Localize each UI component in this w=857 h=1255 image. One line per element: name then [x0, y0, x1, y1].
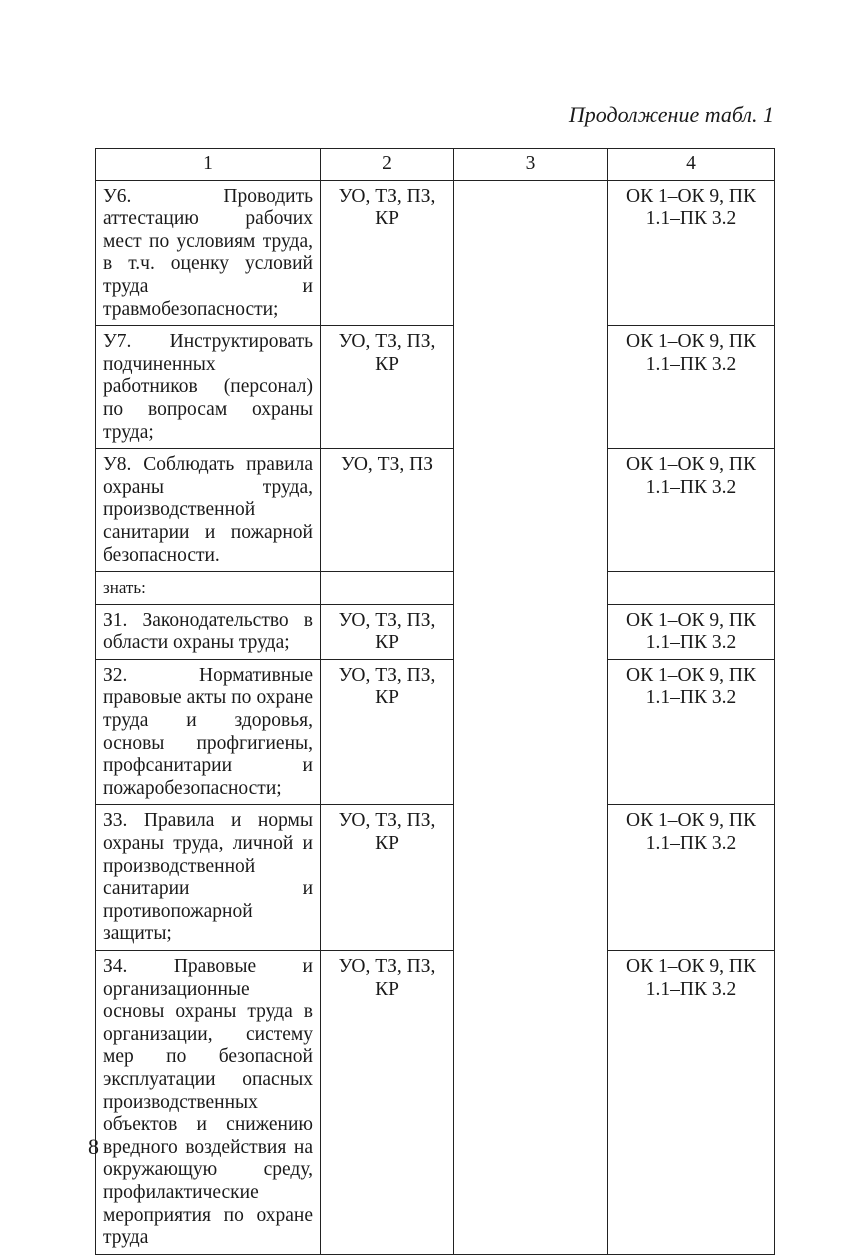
- control-forms: УО, ТЗ, ПЗ, КР: [321, 805, 454, 951]
- knowledge-description-z1: З1. Законодательство в области охраны труда;: [96, 604, 321, 659]
- table-row: [96, 659, 775, 805]
- table-row: [96, 805, 775, 951]
- table-row: [96, 604, 775, 659]
- column-header-3: 3: [454, 149, 608, 181]
- section-label-know: знать:: [96, 572, 321, 605]
- table-row: [96, 180, 775, 326]
- competencies: ОК 1–ОК 9, ПК 1.1–ПК 3.2: [608, 604, 775, 659]
- table-section-row: [96, 572, 775, 605]
- column-header-1: 1: [96, 149, 321, 181]
- skill-description-u7: У7. Инструктировать подчиненных работников (персонал) по вопросам охраны труда;: [96, 326, 321, 449]
- page-number: 8: [88, 1134, 99, 1159]
- table-row: [96, 449, 775, 572]
- table-caption: Продолжение табл. 1: [568, 102, 774, 127]
- competencies: ОК 1–ОК 9, ПК 1.1–ПК 3.2: [608, 805, 775, 951]
- competency-table: [95, 148, 775, 1255]
- control-forms: УО, ТЗ, ПЗ, КР: [321, 180, 454, 326]
- competencies: ОК 1–ОК 9, ПК 1.1–ПК 3.2: [608, 326, 775, 449]
- control-forms: УО, ТЗ, ПЗ, КР: [321, 659, 454, 805]
- skill-description-u8: У8. Соблюдать правила охраны труда, производственной санитарии и пожарной безопасности.: [96, 449, 321, 572]
- competencies: ОК 1–ОК 9, ПК 1.1–ПК 3.2: [608, 449, 775, 572]
- competencies: ОК 1–ОК 9, ПК 1.1–ПК 3.2: [608, 951, 775, 1255]
- control-forms: УО, ТЗ, ПЗ, КР: [321, 604, 454, 659]
- column-header-4: 4: [608, 149, 775, 181]
- knowledge-description-z2: З2. Нормативные правовые акты по охране труда и здоровья, основы профгигиены, профсанитарии и пожаробезопасности;: [96, 659, 321, 805]
- knowledge-description-z3: З3. Правила и нормы охраны труда, личной и производственной санитарии и противопожарной защиты;: [96, 805, 321, 951]
- column-header-2: 2: [321, 149, 454, 181]
- table-row: [96, 326, 775, 449]
- knowledge-description-z4: З4. Правовые и организационные основы охраны труда в организации, систему мер по безопасной эксплуатации опасных производственных объектов и снижению вредного воздействия на окружающую среду, профилактические мероприятия по охране труда: [96, 951, 321, 1255]
- control-forms: УО, ТЗ, ПЗ, КР: [321, 951, 454, 1255]
- skill-description-u6: У6. Проводить аттестацию рабочих мест по условиям труда, в т.ч. оценку условий труда и травмобезопасности;: [96, 180, 321, 326]
- control-forms: УО, ТЗ, ПЗ, КР: [321, 326, 454, 449]
- competencies: ОК 1–ОК 9, ПК 1.1–ПК 3.2: [608, 180, 775, 326]
- competencies: ОК 1–ОК 9, ПК 1.1–ПК 3.2: [608, 659, 775, 805]
- column-3-merged-cell: [454, 180, 608, 1254]
- table-row: [96, 951, 775, 1255]
- empty-cell: [321, 572, 454, 605]
- table-header-row: [96, 149, 775, 181]
- control-forms: УО, ТЗ, ПЗ: [321, 449, 454, 572]
- empty-cell: [608, 572, 775, 605]
